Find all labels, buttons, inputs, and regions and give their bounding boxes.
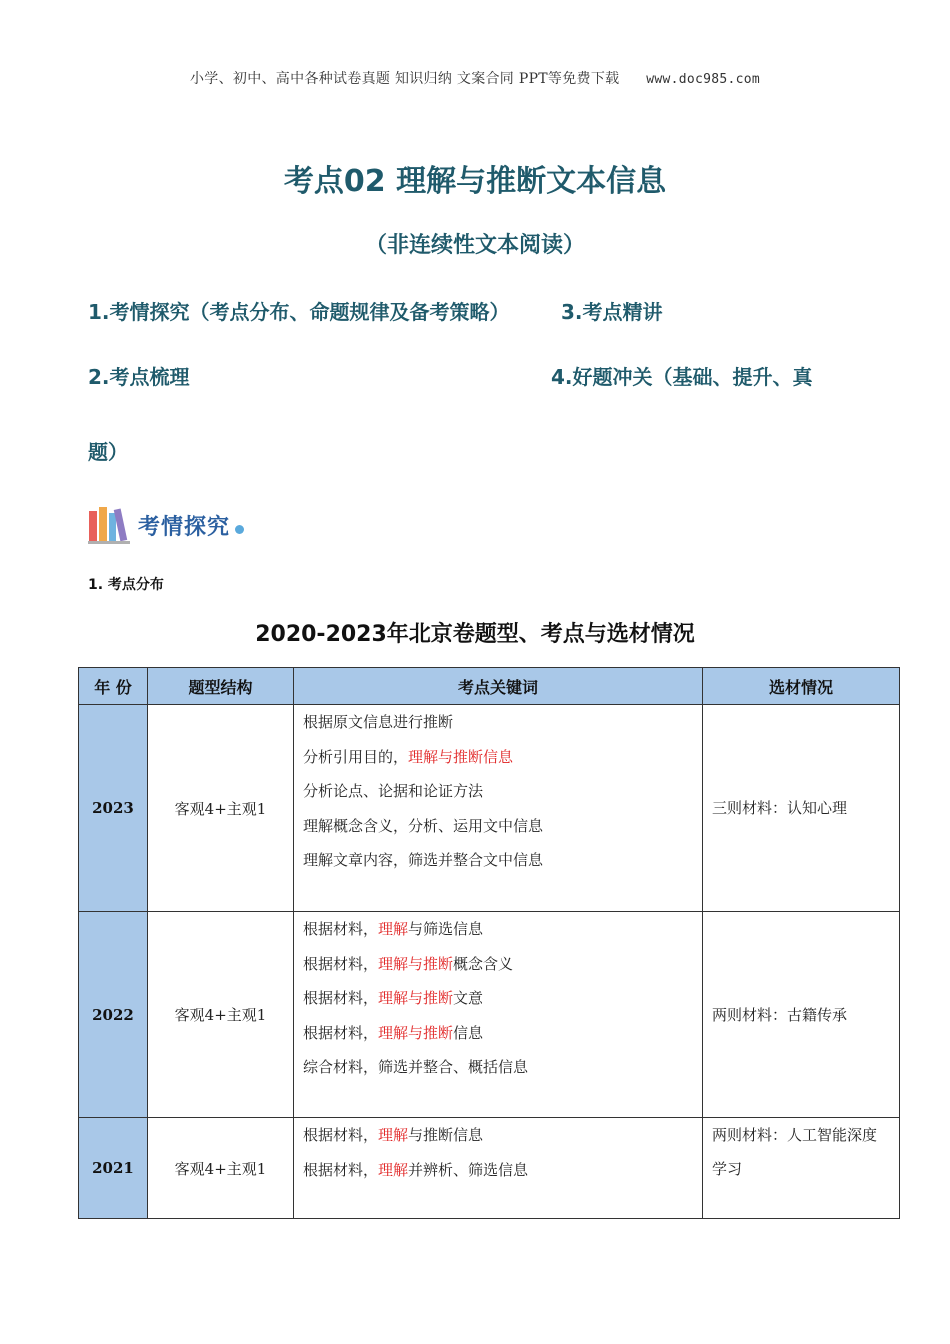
keyword-line: 分析引用目的，理解与推断信息 [303,747,514,766]
table-row [79,705,900,912]
page-title: 考点02 理解与推断文本信息 [283,164,667,199]
page-header [0,68,950,88]
table-title: 2020-2023年北京卷题型、考点与选材情况 [255,622,695,647]
row-year: 2021 [79,1118,148,1219]
row-keywords [294,912,703,1118]
keyword-line: 根据材料，理解与推断文意 [303,989,484,1007]
keyword-line: 根据材料，理解与推断信息 [303,1126,484,1144]
toc-item-4: 4.好题冲关（基础、提升、真 [551,365,813,389]
section-banner [88,500,244,550]
header-material: 选材情况 [703,668,900,705]
row-structure: 客观4+主观1 [148,1118,294,1219]
keyword-line: 分析论点、论据和论证方法 [303,782,484,800]
books-icon [88,505,134,545]
keyword-line: 理解概念含义，分析、运用文中信息 [303,816,544,835]
row-structure: 客观4+主观1 [148,912,294,1118]
section-label: 1. 考点分布 [88,577,164,593]
header-keywords: 考点关键词 [294,668,703,705]
row-keywords [294,705,703,912]
row-keywords [294,1118,703,1219]
keyword-line: 根据材料，理解与筛选信息 [303,920,484,938]
toc-item-4-continued: 题） [88,440,128,464]
row-year: 2022 [79,912,148,1118]
table-row [79,912,900,1118]
row-structure: 客观4+主观1 [148,705,294,912]
keyword-line: 根据材料，理解与推断概念含义 [303,954,514,973]
header-url[interactable]: www.doc985.com [646,72,760,87]
header-year: 年 份 [79,668,148,705]
banner-label: 考情探究 [138,514,231,540]
row-material: 两则材料：人工智能深度学习 [703,1118,900,1219]
table-header-row [79,668,900,705]
row-year: 2023 [79,705,148,912]
table-row [79,1118,900,1219]
toc-item-2: 2.考点梳理 [88,365,190,389]
keyword-line: 理解文章内容，筛选并整合文中信息 [303,851,544,869]
page-subtitle: （非连续性文本阅读） [364,233,585,258]
keyword-line: 综合材料，筛选并整合、概括信息 [303,1058,529,1076]
row-material: 两则材料：古籍传承 [703,912,900,1118]
exam-table [78,667,900,1219]
banner-dot [235,525,244,534]
keyword-line: 根据原文信息进行推断 [303,713,454,731]
toc-item-3: 3.考点精讲 [561,300,663,324]
keyword-line: 根据材料，理解并辨析、筛选信息 [303,1160,529,1179]
toc-item-1: 1.考情探究（考点分布、命题规律及备考策略） [88,300,510,324]
row-material: 三则材料：认知心理 [703,705,900,912]
keyword-line: 根据材料，理解与推断信息 [303,1023,484,1042]
header-text: 小学、初中、高中各种试卷真题 知识归纳 文案合同 PPT等免费下载 [190,71,620,87]
header-structure: 题型结构 [148,668,294,705]
